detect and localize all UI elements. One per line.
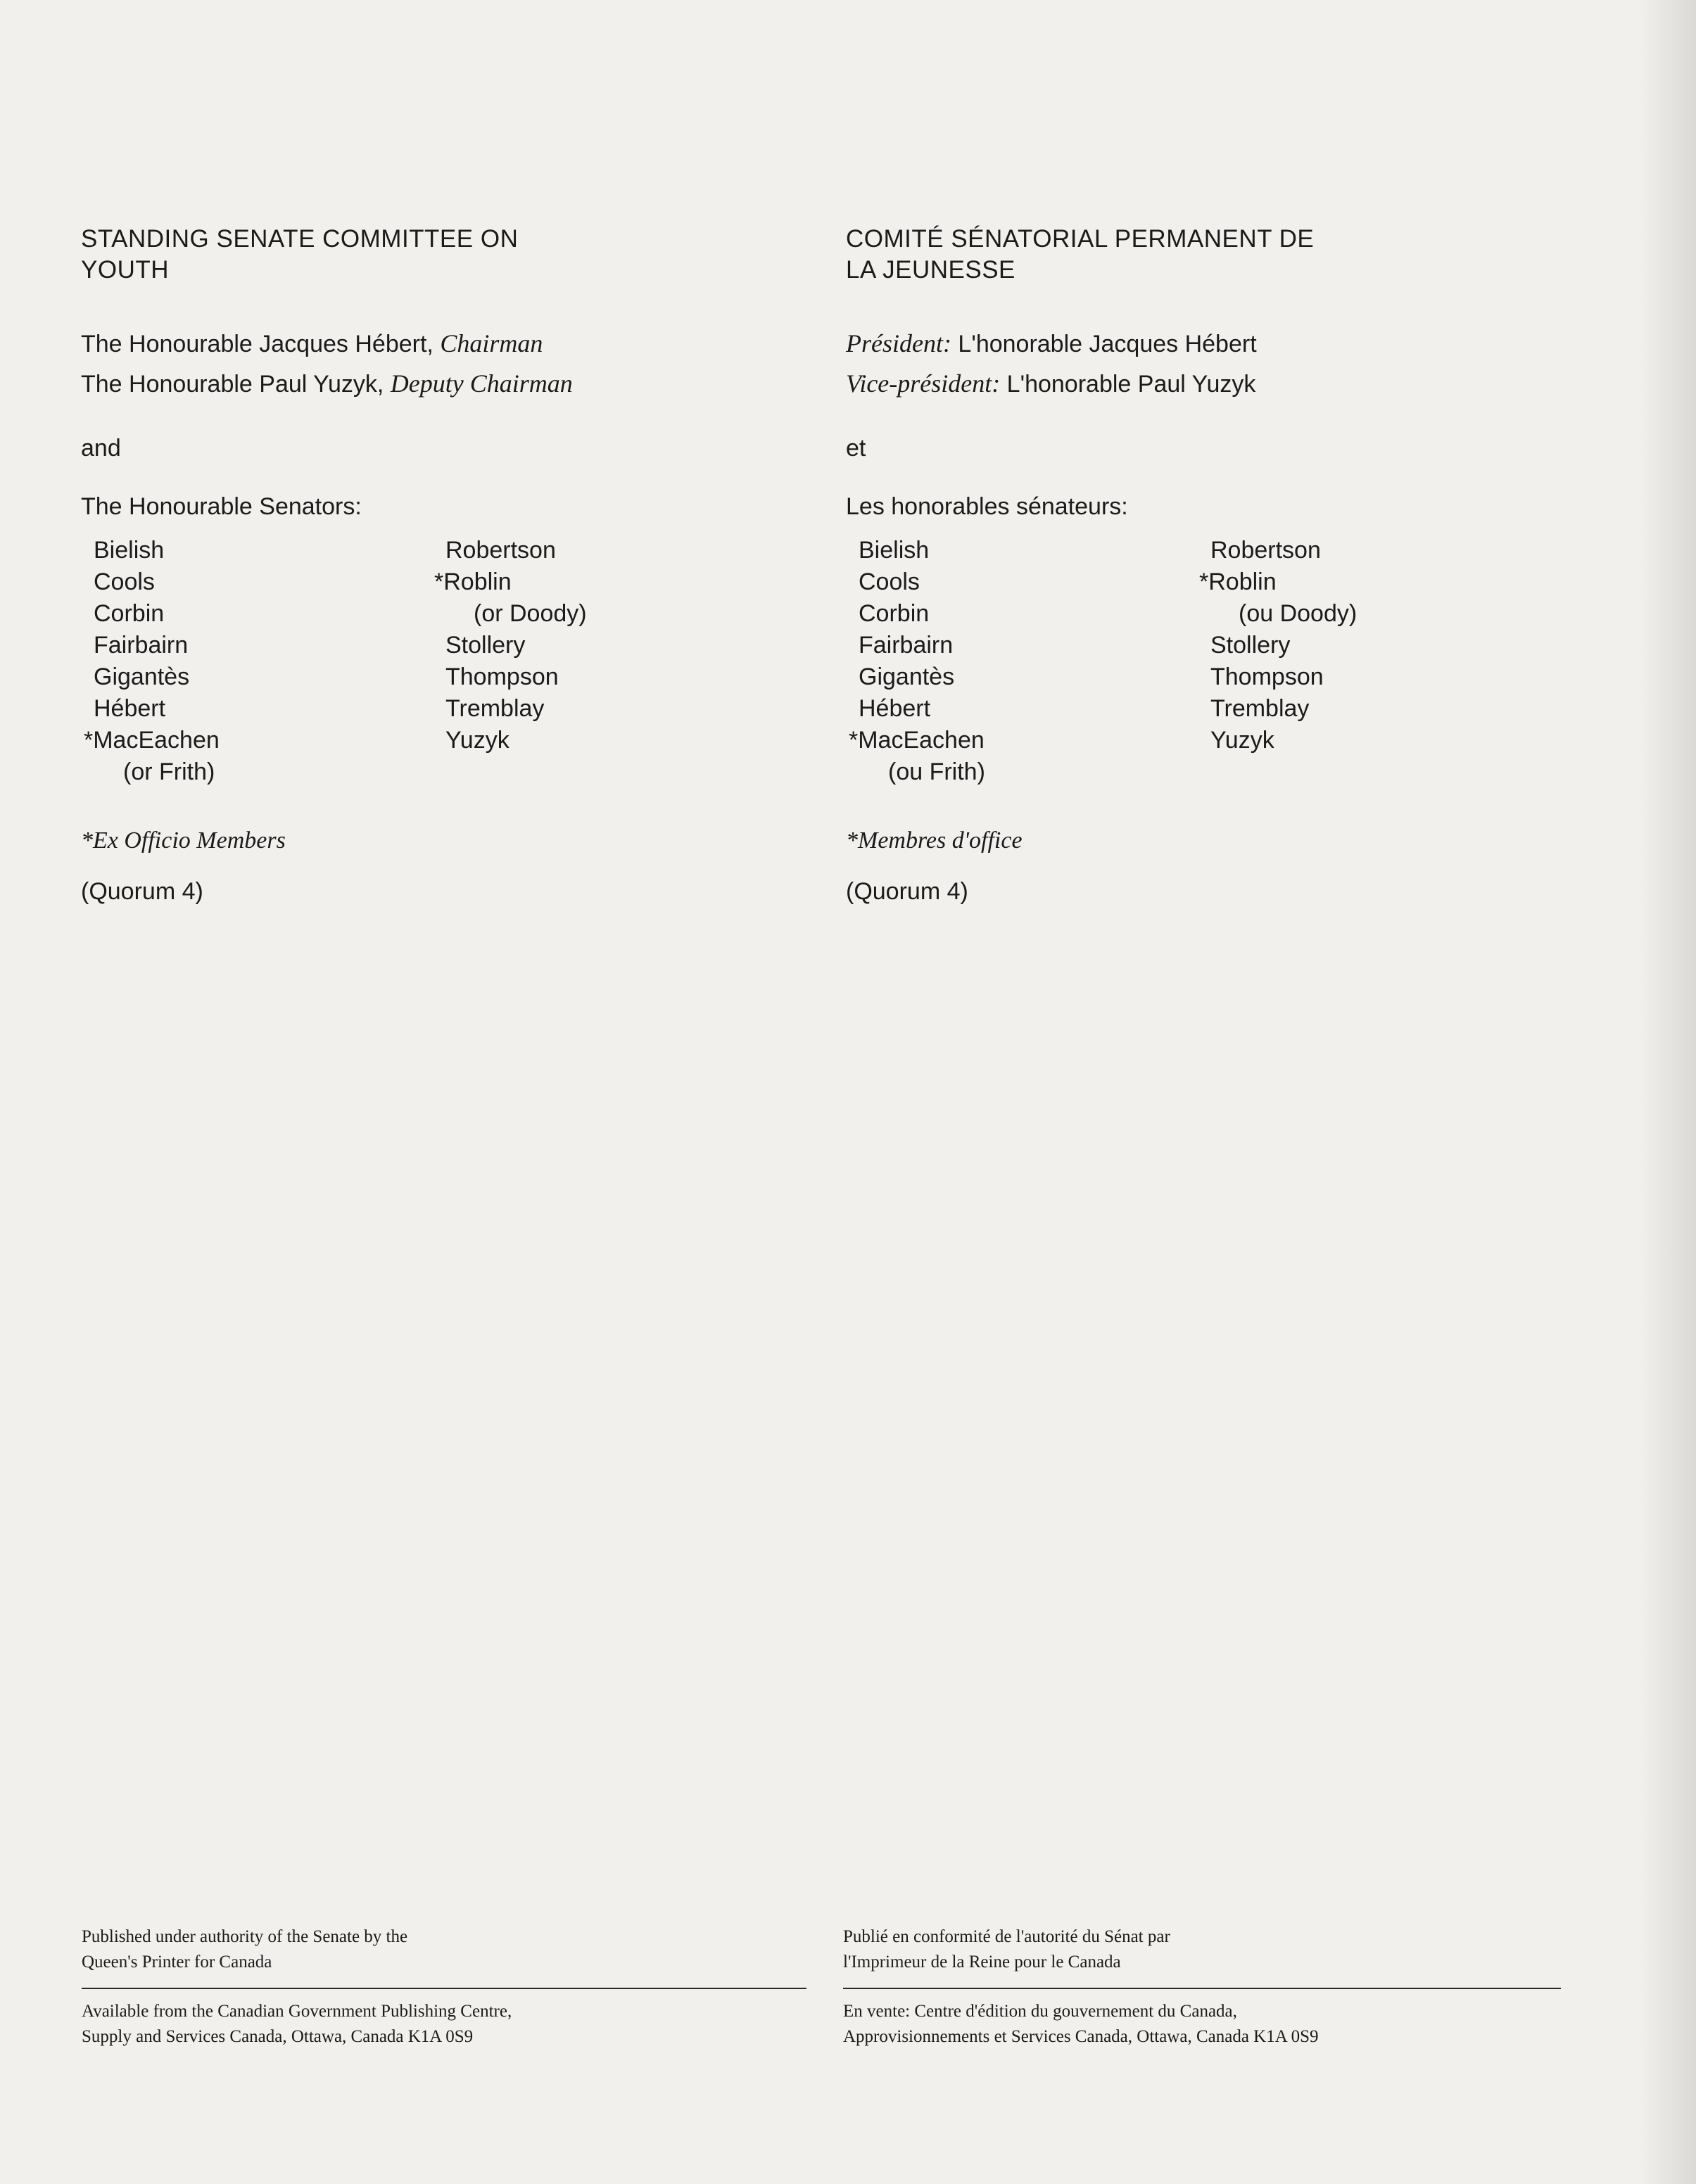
footer-divider-en bbox=[82, 1988, 806, 1989]
members-col2-fr bbox=[1199, 535, 1358, 756]
available-line-1-fr: En vente: Centre d'édition du gouvernement du Canada, bbox=[843, 2002, 1237, 2021]
senators-label-en: The Honourable Senators: bbox=[81, 493, 362, 520]
member-name: Stollery bbox=[445, 632, 526, 659]
conjunction-en: and bbox=[81, 435, 121, 462]
members-col1-en bbox=[84, 535, 220, 788]
committee-title-fr-line1: COMITÉ SÉNATORIAL PERMANENT DE bbox=[846, 225, 1315, 253]
published-line-1-en: Published under authority of the Senate by the bbox=[82, 1927, 408, 1946]
member-name: Cools bbox=[859, 569, 920, 595]
available-line-2-en: Supply and Services Canada, Ottawa, Canada K1A 0S9 bbox=[82, 2027, 474, 2046]
member-name: Tremblay bbox=[445, 695, 545, 722]
senators-label-fr: Les honorables sénateurs: bbox=[846, 493, 1128, 520]
chairman-role-en: Chairman bbox=[440, 329, 543, 357]
members-list-fr bbox=[846, 535, 1550, 802]
member-name: *Roblin bbox=[434, 569, 512, 595]
committee-title-en-line2: YOUTH bbox=[81, 256, 169, 284]
member-name: *Roblin bbox=[1199, 569, 1277, 595]
vice-president-role-fr: Vice-président: bbox=[846, 369, 1001, 398]
member-name: Thompson bbox=[1210, 664, 1324, 690]
member-name: Yuzyk bbox=[1210, 727, 1274, 754]
member-name: Fairbairn bbox=[94, 632, 189, 659]
chairman-line-en bbox=[81, 324, 785, 364]
president-role-fr: Président: bbox=[846, 329, 951, 357]
chairman-name-en: The Honourable Jacques Hébert, bbox=[81, 331, 441, 357]
ex-officio-note-en: *Ex Officio Members bbox=[81, 827, 286, 853]
member-alternate: (ou Frith) bbox=[888, 758, 985, 785]
member-name: Robertson bbox=[445, 537, 556, 564]
member-name: Bielish bbox=[94, 537, 165, 564]
published-line-1-fr: Publié en conformité de l'autorité du Sénat par bbox=[843, 1927, 1170, 1946]
deputy-chairman-line-en bbox=[81, 364, 785, 404]
conjunction-fr: et bbox=[846, 435, 866, 462]
french-column bbox=[846, 224, 1550, 906]
member-name: Thompson bbox=[445, 664, 559, 690]
officers-en bbox=[81, 324, 785, 404]
available-line-1-en: Available from the Canadian Government Publishing Centre, bbox=[82, 2002, 512, 2021]
president-line-fr bbox=[846, 324, 1550, 364]
deputy-role-en: Deputy Chairman bbox=[390, 369, 573, 398]
members-list-en bbox=[81, 535, 785, 802]
member-alternate: (ou Doody) bbox=[1239, 600, 1358, 627]
member-name: Robertson bbox=[1210, 537, 1321, 564]
members-col2-en bbox=[434, 535, 587, 756]
quorum-fr: (Quorum 4) bbox=[846, 878, 968, 905]
member-name: *MacEachen bbox=[849, 727, 985, 754]
member-name: Corbin bbox=[859, 600, 930, 627]
member-name: *MacEachen bbox=[84, 727, 220, 754]
vice-president-name-fr: L'honorable Paul Yuzyk bbox=[1000, 371, 1256, 398]
member-name: Stollery bbox=[1210, 632, 1291, 659]
vice-president-line-fr bbox=[846, 364, 1550, 404]
committee-title-en bbox=[81, 224, 785, 286]
published-line-2-fr: l'Imprimeur de la Reine pour le Canada bbox=[843, 1953, 1121, 1972]
president-name-fr: L'honorable Jacques Hébert bbox=[951, 331, 1257, 357]
member-name: Gigantès bbox=[859, 664, 955, 690]
member-name: Gigantès bbox=[94, 664, 190, 690]
officers-fr bbox=[846, 324, 1550, 404]
members-col1-fr bbox=[849, 535, 985, 788]
footer-en bbox=[82, 1924, 806, 2050]
page-edge-shadow bbox=[1640, 0, 1696, 2184]
deputy-name-en: The Honourable Paul Yuzyk, bbox=[81, 371, 391, 398]
available-line-2-fr: Approvisionnements et Services Canada, Ottawa, Canada K1A 0S9 bbox=[843, 2027, 1319, 2046]
member-alternate: (or Doody) bbox=[474, 600, 587, 627]
member-name: Yuzyk bbox=[445, 727, 510, 754]
english-column bbox=[81, 224, 785, 906]
committee-title-fr-line2: LA JEUNESSE bbox=[846, 256, 1015, 284]
committee-title-en-line1: STANDING SENATE COMMITTEE ON bbox=[81, 225, 519, 253]
member-name: Bielish bbox=[859, 537, 930, 564]
member-alternate: (or Frith) bbox=[123, 758, 215, 785]
published-line-2-en: Queen's Printer for Canada bbox=[82, 1953, 272, 1972]
member-name: Corbin bbox=[94, 600, 165, 627]
footer-divider-fr bbox=[843, 1988, 1561, 1989]
member-name: Fairbairn bbox=[859, 632, 954, 659]
member-name: Cools bbox=[94, 569, 155, 595]
ex-officio-note-fr: *Membres d'office bbox=[846, 827, 1023, 853]
member-name: Hébert bbox=[94, 695, 166, 722]
member-name: Tremblay bbox=[1210, 695, 1310, 722]
quorum-en: (Quorum 4) bbox=[81, 878, 203, 905]
member-name: Hébert bbox=[859, 695, 931, 722]
committee-title-fr bbox=[846, 224, 1550, 286]
footer-fr bbox=[843, 1924, 1561, 2050]
